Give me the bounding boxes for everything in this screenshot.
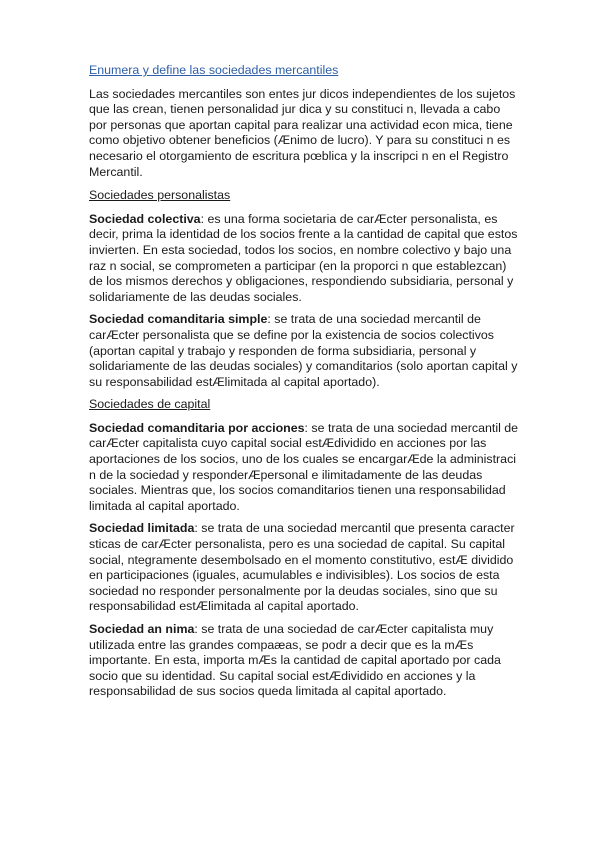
- intro-paragraph: Las sociedades mercantiles son entes jur dicos independientes de los sujetos que las crean, tienen personalidad jur dica y su constituci n, llevada a cabo por personas que aportan capital para realizar una actividad econ mica, tiene como objetivo obtener beneficios (Ænimo de lucro). Y para su constituci n es necesario el otorgamiento de escritura pœblica y la inscripci n en el Registro Mercantil.: [89, 86, 516, 179]
- entry-term: Sociedad an nima: [89, 622, 195, 636]
- document-content: [89, 63, 521, 707]
- section-heading-capital: Sociedades de capital: [89, 397, 211, 412]
- entry-sociedad-anonima: [89, 622, 521, 700]
- document-title: Enumera y define las sociedades mercantiles: [89, 63, 339, 77]
- entry-term: Sociedad comanditaria por acciones: [89, 420, 305, 435]
- entry-term: Sociedad colectiva: [89, 211, 201, 226]
- entry-definition: : se trata de una sociedad de carÆcter capitalista muy utilizada entre las grandes compaæas, se podr a decir que es la mÆs importante. En esta, importa mÆs la cantidad de capital aportado por cada socio que su identidad. Su capital social estÆdividido en acciones y la responsabilidad de sus socios queda limitada al capital aportado.: [89, 622, 501, 699]
- entry-sociedad-comanditaria-acciones: [89, 421, 521, 515]
- entry-definition: : se trata de una sociedad mercantil que presenta caracter sticas de carÆcter personalista, pero es una sociedad de capital. Su capital social, ntegramente desembolsado en el momento constitutivo, estÆ dividido en participaciones (iguales, acumulables e indivisibles). Los socios de esta sociedad no responder personalmente por la deudas sociales, sino que su responsabilidad estÆlimitada al capital aportado.: [89, 521, 515, 614]
- entry-term: Sociedad comanditaria simple: [89, 312, 268, 327]
- entry-term: Sociedad limitada: [89, 521, 195, 536]
- entry-definition: : es una forma societaria de carÆcter personalista, es decir, prima la identidad de los socios frente a la cantidad de capital que estos invierten. En esta sociedad, todos los socios, en nombre colectivo y bajo una raz n social, se comprometen a participar (en la proporci n que establezcan) de los mismos derechos y obligaciones, respondiendo subsidiaria, personal y solidariamente de las deudas sociales.: [89, 211, 518, 304]
- entry-sociedad-limitada: [89, 521, 521, 615]
- entry-sociedad-comanditaria-simple: [89, 312, 521, 390]
- entry-sociedad-colectiva: [89, 212, 521, 306]
- section-heading-personalistas: Sociedades personalistas: [89, 188, 231, 203]
- entry-definition: : se trata de una sociedad mercantil de carÆcter capitalista cuyo capital social estÆdividido en acciones por las aportaciones de los socios, uno de los cuales se encargarÆde la administraci n de la sociedad y responderÆpersonal e ilimitadamente de las deudas sociales. Mientras que, los socios comanditarios tienen una responsabilidad limitada al capital aportado.: [89, 420, 519, 513]
- entry-definition: : se trata de una sociedad mercantil de carÆcter personalista que se define por la existencia de socios colectivos (aportan capital y trabajo y responden de forma subsidiaria, personal y solidariamente de las deudas sociales) y comanditarios (solo aportan capital y su responsabilidad estÆlimitada al capital aportado).: [89, 312, 518, 389]
